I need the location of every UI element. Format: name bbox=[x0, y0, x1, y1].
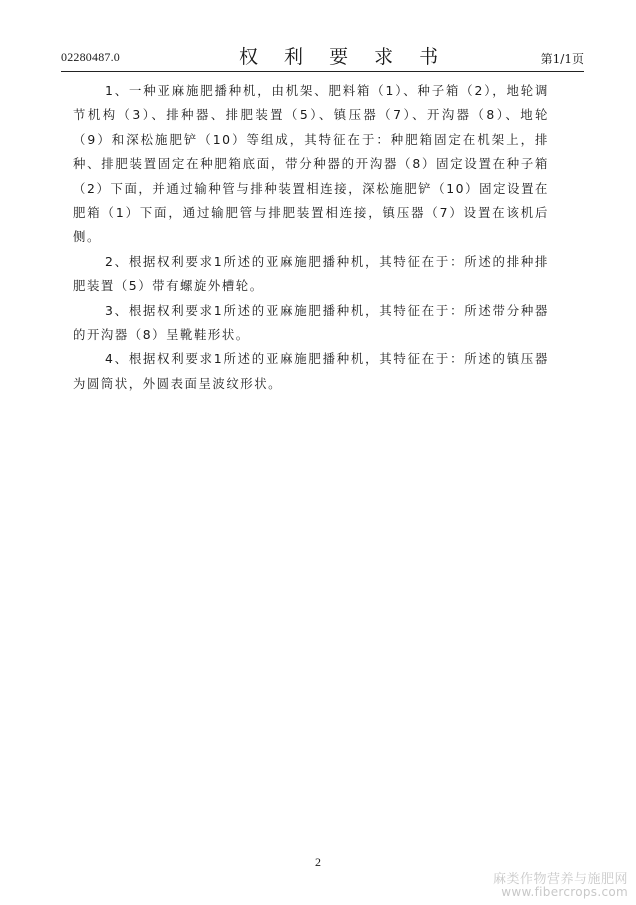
document-header bbox=[61, 40, 584, 70]
watermark-url: www.fibercrops.com bbox=[501, 885, 628, 900]
watermark bbox=[493, 873, 628, 899]
claim-1: 1、一种亚麻施肥播种机，由机架、肥料箱（1）、种子箱（2），地轮调节机构（3）、排种器、排肥装置（5）、镇压器（7）、开沟器（8）、地轮（9）和深松施肥铲（10）等组成，其特征在于：种肥箱固定在机架上，排种、排肥装置固定在种肥箱底面，带分种器的开沟器（8）固定设置在种子箱（2）下面，并通过输种管与排种装置相连接，深松施肥铲（10）固定设置在肥箱（1）下面，通过输肥管与排肥装置相连接，镇压器（7）设置在该机后侧。 bbox=[73, 83, 549, 245]
watermark-site-name: 麻类作物营养与施肥网 bbox=[492, 871, 628, 887]
document-title: 权 利 要 求 书 bbox=[239, 46, 449, 68]
page-indicator: 第1/1页 bbox=[540, 52, 584, 66]
page-number: 2 bbox=[315, 855, 321, 869]
header-divider bbox=[61, 71, 584, 72]
claim-2: 2、根据权利要求1所述的亚麻施肥播种机，其特征在于：所述的排种排肥装置（5）带有螺旋外槽轮。 bbox=[73, 253, 549, 294]
application-number: 02280487.0 bbox=[61, 50, 120, 64]
claims-body bbox=[73, 79, 549, 396]
claim-4: 4、根据权利要求1所述的亚麻施肥播种机，其特征在于：所述的镇压器为圆筒状，外圆表面呈波纹形状。 bbox=[73, 351, 549, 391]
claim-3: 3、根据权利要求1所述的亚麻施肥播种机，其特征在于：所述带分种器的开沟器（8）呈靴鞋形状。 bbox=[73, 302, 549, 343]
